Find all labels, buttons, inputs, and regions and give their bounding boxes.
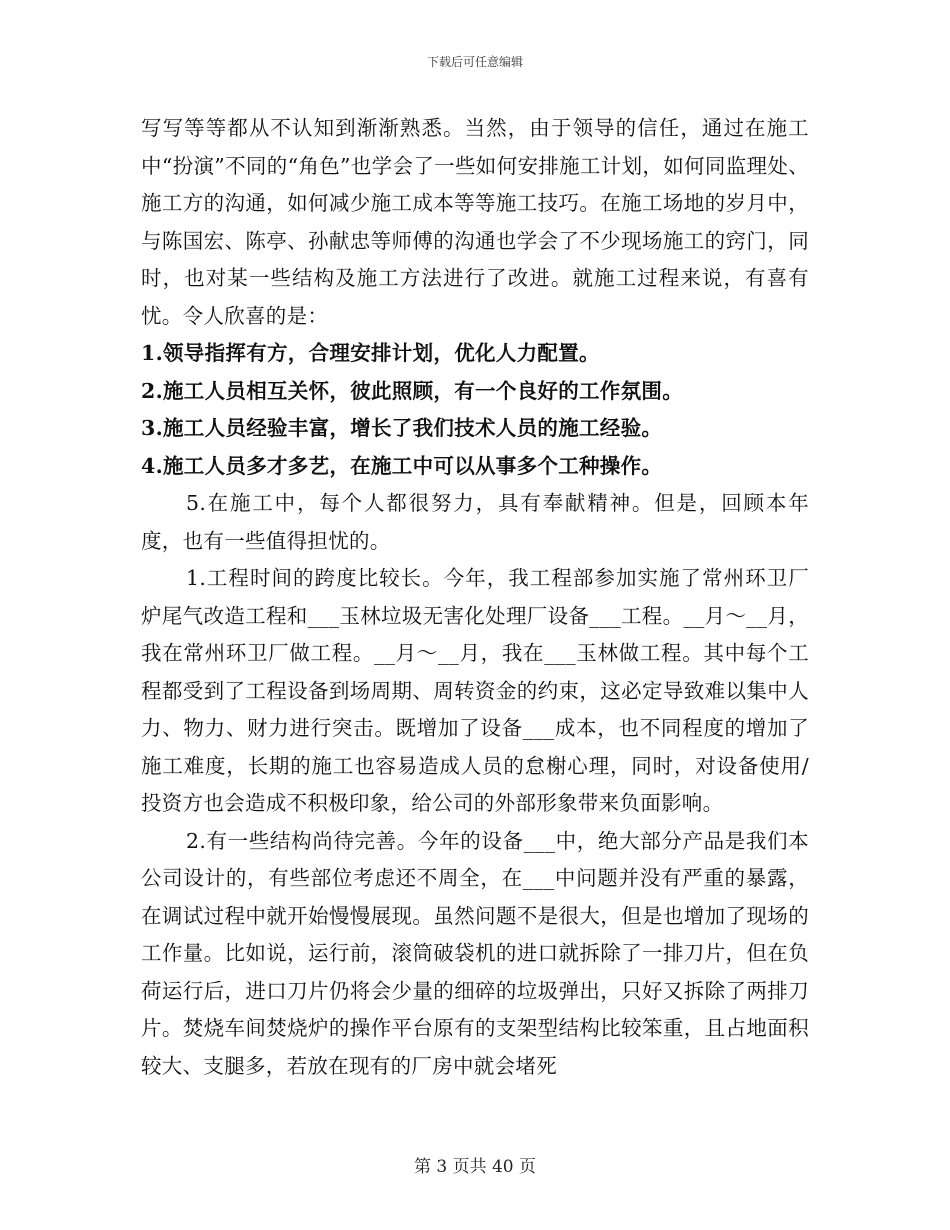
document-body: [141, 110, 809, 1085]
list-item-bold: 3.施工人员经验丰富，增长了我们技术人员的施工经验。: [141, 416, 663, 440]
list-item-bold: 4.施工人员多才多艺，在施工中可以从事多个工种操作。: [141, 453, 663, 478]
page-footer: 第 3 页共 40 页: [413, 1157, 537, 1177]
paragraph-continuation: 写写等等都从不认知到渐渐熟悉。当然，由于领导的信任，通过在施工中“扮演”不同的“角色”也学会了一些如何安排施工计划，如何同监理处、施工方的沟通，如何减少施工成本等等施工技巧。在施工场地的岁月中，与陈国宏、陈亭、孙献忠等师傅的沟通也学会了不少现场施工的窍门，同时，也对某一些结构及施工方法进行了改进。就施工过程来说，有喜有忧。令人欣喜的是：: [141, 116, 809, 328]
page-header: 下载后可任意编辑: [426, 55, 523, 69]
list-item-bold: 1.领导指挥有方，合理安排计划，优化人力配置。: [141, 341, 600, 365]
paragraph: 5.在施工中，每个人都很努力，具有奉献精神。但是，回顾本年度，也有一些值得担忧的。: [141, 491, 809, 553]
list-item-bold: 2.施工人员相互关怀，彼此照顾，有一个良好的工作氛围。: [141, 378, 683, 403]
paragraph: 2.有一些结构尚待完善。今年的设备___中，绝大部分产品是我们本公司设计的，有些部位考虑还不周全，在___中问题并没有严重的暴露，在调试过程中就开始慢慢展现。虽然问题不是很大，但是也增加了现场的工作量。比如说，运行前，滚筒破袋机的进口就拆除了一排刀片，但在负荷运行后，进口刀片仍将会少量的细碎的垃圾弹出，只好又拆除了两排刀片。焚烧车间焚烧炉的操作平台原有的支架型结构比较笨重，且占地面积较大、支腿多，若放在现有的厂房中就会堵死: [141, 828, 809, 1078]
paragraph: 1.工程时间的跨度比较长。今年，我工程部参加实施了常州环卫厂炉尾气改造工程和___玉林垃圾无害化处理厂设备___工程。__月～__月，我在常州环卫厂做工程。__月～__月，我在___玉林做工程。其中每个工程都受到了工程设备到场周期、周转资金的约束，这必定导致难以集中人力、物力、财力进行突击。既增加了设备___成本，也不同程度的增加了施工难度，长期的施工也容易造成人员的怠榭心理，同时，对设备使用/投资方也会造成不积极印象，给公司的外部形象带来负面影响。: [141, 566, 809, 815]
